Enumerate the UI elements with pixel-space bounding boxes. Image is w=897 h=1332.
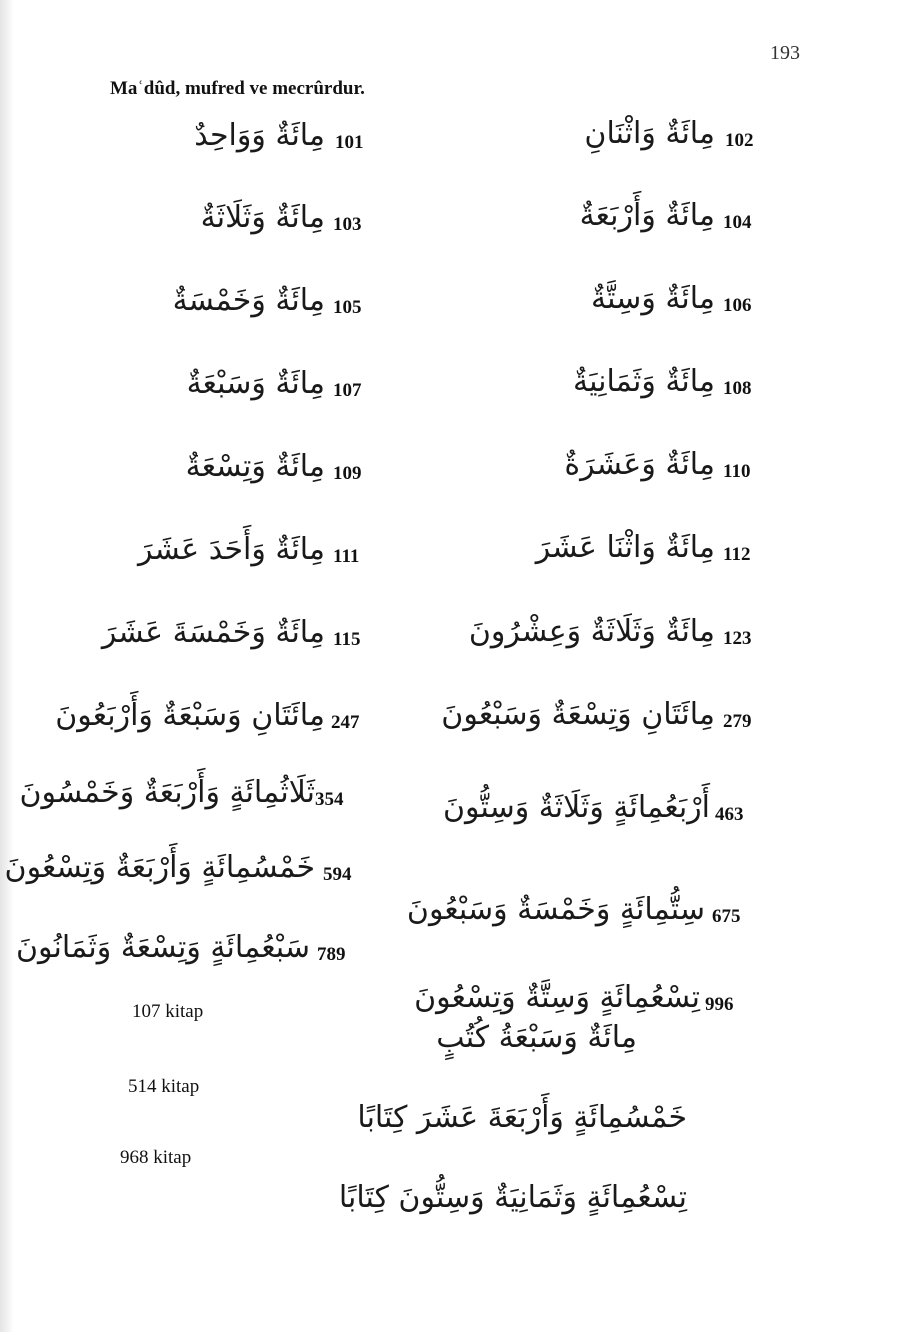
entry-arabic: سَبْعُمِائَةٍ وَتِسْعَةٌ وَثَمَانُونَ (15, 930, 310, 965)
example-label: 107 kitap (132, 1001, 204, 1022)
entry-arabic: تِسْعُمِائَةٍ وَسِتَّةٌ وَتِسْعُونَ (414, 980, 700, 1015)
entry-row (130, 200, 370, 260)
entry-row (520, 364, 770, 424)
entry-arabic: مِائَةٌ وَخَمْسَةَ عَشَرَ (101, 615, 325, 650)
entry-row (4, 850, 360, 910)
entry-number: 247 (331, 712, 360, 733)
entry-arabic: خَمْسُمِائَةٍ وَأَرْبَعَةٌ وَتِسْعُونَ (4, 850, 315, 885)
entry-row (130, 283, 370, 343)
entry-arabic: مِائَةٌ وَأَرْبَعَةٌ (579, 198, 715, 233)
entry-row (520, 198, 770, 258)
entry-number: 675 (712, 906, 741, 927)
entry-row (130, 118, 370, 178)
entry-number: 354 (315, 789, 344, 810)
entry-arabic: مِائَةٌ وَأَحَدَ عَشَرَ (137, 532, 325, 567)
entry-number: 106 (723, 295, 752, 316)
entry-arabic: مِائَتَانِ وَسَبْعَةٌ وَأَرْبَعُونَ (55, 698, 325, 733)
entry-arabic: مِائَةٌ وَثَلَاثَةٌ (200, 200, 325, 235)
entry-number: 107 (333, 380, 362, 401)
entry-number: 115 (333, 629, 361, 650)
entry-arabic: ثَلَاثُمِائَةٍ وَأَرْبَعَةٌ وَخَمْسُونَ (19, 775, 315, 810)
entry-arabic: مِائَتَانِ وَتِسْعَةٌ وَسَبْعُونَ (441, 697, 715, 732)
entry-number: 996 (705, 994, 734, 1015)
entry-arabic: مِائَةٌ وَسِتَّةٌ (591, 281, 715, 316)
entry-number: 104 (723, 212, 752, 233)
page-number: 193 (770, 42, 800, 64)
entry-number: 789 (317, 944, 346, 965)
entry-row (130, 366, 370, 426)
entry-row (440, 614, 770, 674)
entry-number: 103 (333, 214, 362, 235)
entry-arabic: مِائَةٌ وَعَشَرَةٌ (564, 447, 715, 482)
entry-row (19, 775, 370, 835)
entry-row (520, 447, 770, 507)
entry-row (130, 449, 370, 509)
entry-number: 108 (723, 378, 752, 399)
entry-row (406, 892, 760, 952)
page-edge-shadow (0, 0, 14, 1332)
entry-row (520, 281, 770, 341)
entry-arabic: مِائَةٌ وَتِسْعَةٌ (185, 449, 325, 484)
entry-row (100, 615, 370, 675)
entry-arabic: مِائَةٌ وَسَبْعَةٌ (186, 366, 325, 401)
entry-number: 105 (333, 297, 362, 318)
entry-number: 279 (723, 711, 752, 732)
entry-arabic: مِائَةٌ وَثَلَاثَةٌ وَعِشْرُونَ (468, 614, 715, 649)
entry-number: 123 (723, 628, 752, 649)
page-heading: Maʿdûd, mufred ve mecrûrdur. (110, 78, 365, 99)
entry-row (430, 790, 770, 850)
example-label: 968 kitap (120, 1147, 192, 1168)
example-arabic: مِائَةٌ وَسَبْعَةُ كُتُبٍ (436, 1020, 637, 1055)
entry-number: 112 (723, 544, 751, 565)
entry-row (15, 930, 360, 990)
entry-number: 102 (725, 130, 754, 151)
entry-row (520, 116, 770, 176)
entry-number: 101 (335, 132, 364, 153)
entry-number: 594 (323, 864, 352, 885)
entry-row (100, 532, 370, 592)
entry-arabic: مِائَةٌ وَخَمْسَةٌ (172, 283, 325, 318)
entry-row (500, 530, 770, 590)
entry-number: 110 (723, 461, 751, 482)
entry-arabic: مِائَةٌ وَاثْنَا عَشَرَ (535, 530, 715, 565)
entry-arabic: مِائَةٌ وَوَاحِدٌ (194, 118, 325, 153)
entry-arabic: مِائَةٌ وَاثْنَانِ (584, 116, 715, 151)
entry-arabic: سِتُّمِائَةٍ وَخَمْسَةٌ وَسَبْعُونَ (406, 892, 705, 927)
entry-arabic: مِائَةٌ وَثَمَانِيَةٌ (573, 364, 715, 399)
entry-arabic: أَرْبَعُمِائَةٍ وَثَلَاثَةٌ وَسِتُّونَ (442, 790, 710, 825)
entry-number: 111 (333, 546, 360, 567)
entry-row (50, 698, 370, 758)
entry-number: 109 (333, 463, 362, 484)
example-arabic: تِسْعُمِائَةٍ وَثَمَانِيَةٌ وَسِتُّونَ كِتَابًا (338, 1180, 687, 1215)
example-arabic: خَمْسُمِائَةٍ وَأَرْبَعَةَ عَشَرَ كِتَابًا (357, 1100, 687, 1135)
entry-row (430, 697, 770, 757)
example-label: 514 kitap (128, 1076, 200, 1097)
entry-number: 463 (715, 804, 744, 825)
